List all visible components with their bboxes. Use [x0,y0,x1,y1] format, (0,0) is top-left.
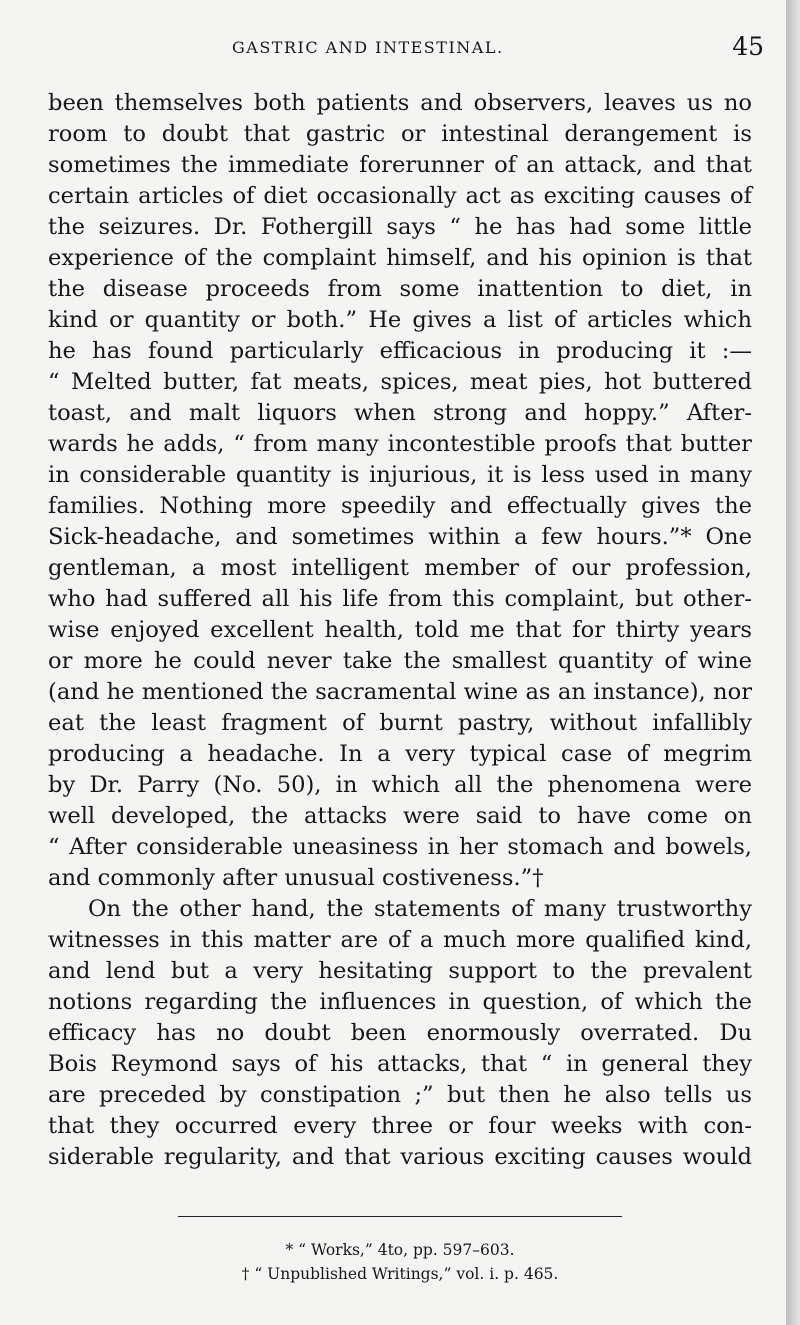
text-line: experience of the complaint himself, and his opinion is that [48,245,752,271]
page-edge-shadow [786,0,800,1325]
text-line: (and he mentioned the sacramental wine as an instance), nor [48,679,752,705]
text-line: been themselves both patients and observers, leaves us no [48,90,752,116]
text-line: by Dr. Parry (No. 50), in which all the phenomena were [48,772,752,798]
text-line: producing a headache. In a very typical case of megrim [48,741,752,767]
text-line: kind or quantity or both.” He gives a list of articles which [48,307,752,333]
text-line: wards he adds, “ from many incontestible proofs that butter [48,431,752,457]
text-line: families. Nothing more speedily and effectually gives the [48,493,752,519]
text-line: “ Melted butter, fat meats, spices, meat pies, hot buttered [48,369,752,395]
footnote-divider [178,1216,622,1217]
text-line: are preceded by constipation ;” but then he also tells us [48,1082,752,1108]
running-head [48,32,764,72]
text-line: efficacy has no doubt been enormously overrated. Du [48,1020,752,1046]
paragraph-end-line: and commonly after unusual costiveness.”† [48,865,544,891]
footnotes [178,1238,622,1286]
running-head-title: GASTRIC AND INTESTINAL. [232,38,504,57]
page-number: 45 [732,32,764,61]
text-line: Sick-headache, and sometimes within a few hours.”* One [48,524,752,550]
text-line: sometimes the immediate forerunner of an attack, and that [48,152,752,178]
text-line: the seizures. Dr. Fothergill says “ he has had some little [48,214,752,240]
text-line: certain articles of diet occasionally act as exciting causes of [48,183,752,209]
footnote: † “ Unpublished Writings,” vol. i. p. 465. [241,1265,559,1283]
text-line: witnesses in this matter are of a much more qualified kind, [48,927,752,953]
text-line: who had suffered all his life from this complaint, but other- [48,586,752,612]
text-line: siderable regularity, and that various exciting causes would [48,1144,752,1170]
text-line: room to doubt that gastric or intestinal derangement is [48,121,752,147]
text-line: gentleman, a most intelligent member of our profession, [48,555,752,581]
paragraph-first-line: On the other hand, the statements of many trustworthy [88,896,752,922]
text-line: the disease proceeds from some inattention to diet, in [48,276,752,302]
text-line: he has found particularly efficacious in producing it :— [48,338,752,364]
footnote: * “ Works,” 4to, pp. 597–603. [285,1241,515,1259]
text-line: toast, and malt liquors when strong and hoppy.” After- [48,400,752,426]
text-line: that they occurred every three or four weeks with con- [48,1113,752,1139]
text-line: notions regarding the influences in question, of which the [48,989,752,1015]
text-line: “ After considerable uneasiness in her stomach and bowels, [48,834,752,860]
text-line: in considerable quantity is injurious, it is less used in many [48,462,752,488]
body-text [48,88,752,1173]
text-line: Bois Reymond says of his attacks, that “ in general they [48,1051,752,1077]
text-line: wise enjoyed excellent health, told me that for thirty years [48,617,752,643]
text-line: eat the least fragment of burnt pastry, without infallibly [48,710,752,736]
text-line: or more he could never take the smallest quantity of wine [48,648,752,674]
text-line: and lend but a very hesitating support to the prevalent [48,958,752,984]
text-line: well developed, the attacks were said to have come on [48,803,752,829]
